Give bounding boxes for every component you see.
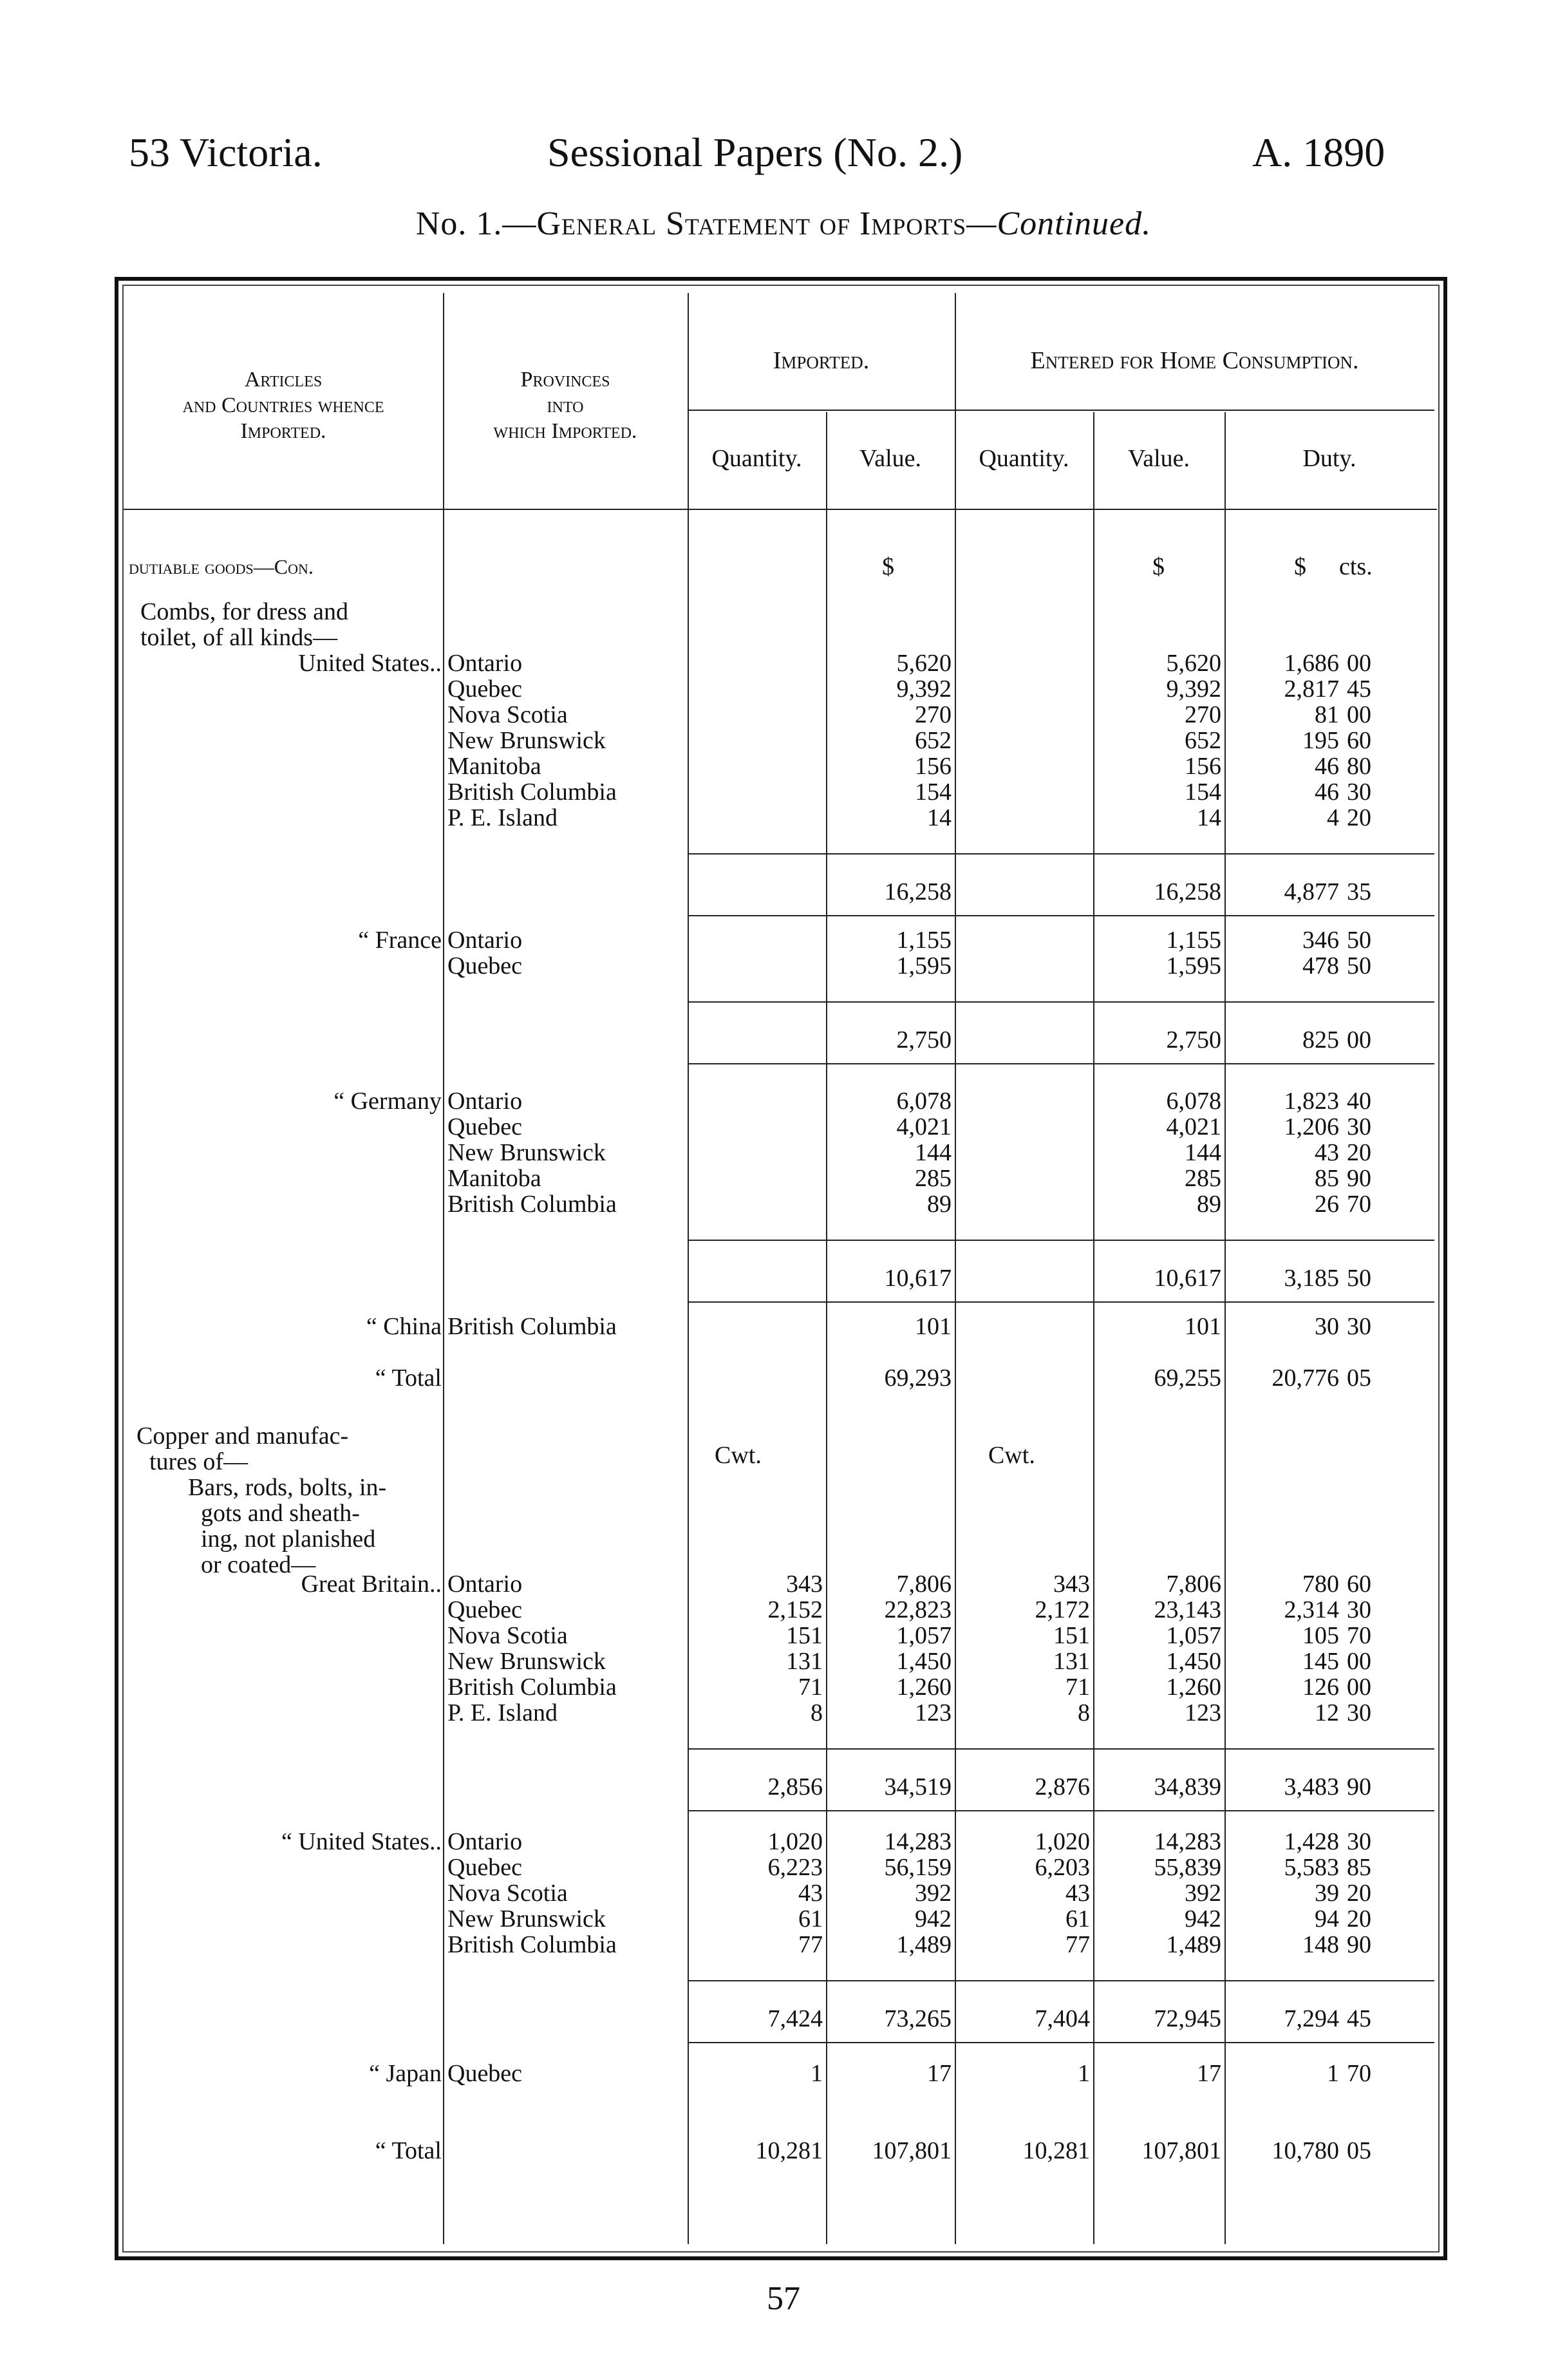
value-entered-cell: 55,839 xyxy=(1154,1854,1221,1881)
col-entered: Entered for Home Consumption. xyxy=(1030,347,1359,374)
total-rule xyxy=(688,1748,1434,1750)
country-label: “ Germany xyxy=(333,1088,442,1115)
unit-dollar: $ xyxy=(1294,553,1306,580)
value-imported-cell: 4,021 xyxy=(896,1113,952,1140)
duty-dollars-cell: 126 xyxy=(1302,1674,1339,1701)
total-rule xyxy=(688,915,1434,916)
total-duty-cents: 00 xyxy=(1347,1026,1371,1053)
value-imported-cell: 89 xyxy=(927,1191,952,1218)
duty-cents-cell: 30 xyxy=(1347,779,1371,806)
total-quantity-entered: 2,876 xyxy=(1035,1773,1090,1800)
quantity-entered-cell: 2,172 xyxy=(1035,1596,1090,1623)
col-quantity-entered: Quantity. xyxy=(979,445,1069,472)
total-duty-dollars: 4,877 xyxy=(1284,878,1339,905)
value-imported-cell: 144 xyxy=(915,1139,952,1166)
duty-cents-cell: 85 xyxy=(1347,1854,1371,1881)
quantity-entered-cell: 131 xyxy=(1053,1648,1090,1675)
copper-label-l6: or coated— xyxy=(201,1551,316,1578)
quantity-imported-cell: 343 xyxy=(786,1571,823,1598)
value-imported-cell: 154 xyxy=(915,779,952,806)
duty-dollars-cell: 1,206 xyxy=(1284,1113,1339,1140)
quantity-entered-cell: 6,203 xyxy=(1035,1854,1090,1881)
value-imported-cell: 270 xyxy=(915,701,952,728)
value-imported-cell: 101 xyxy=(915,1313,952,1340)
statement-title xyxy=(0,205,1567,243)
duty-dollars-cell: 346 xyxy=(1302,927,1339,954)
col-articles-l2: and Countries whence xyxy=(182,393,384,417)
value-imported-cell: 285 xyxy=(915,1165,952,1192)
value-entered-cell: 1,260 xyxy=(1166,1674,1221,1701)
total-duty-cents: 45 xyxy=(1347,2005,1371,2032)
quantity-imported-cell: 77 xyxy=(798,1931,823,1958)
total-duty-cents: 50 xyxy=(1347,1265,1371,1292)
copper-label-l2: tures of— xyxy=(149,1448,249,1475)
duty-dollars-cell: 46 xyxy=(1315,753,1339,780)
total-quantity-imported: 7,424 xyxy=(767,2005,823,2032)
province-cell: Nova Scotia xyxy=(447,701,568,728)
col-rule xyxy=(955,293,956,2244)
unit-dollar: $ xyxy=(1152,553,1165,580)
duty-cents-cell: 40 xyxy=(1347,1088,1371,1115)
value-imported-cell: 1,489 xyxy=(896,1931,952,1958)
value-entered-cell: 270 xyxy=(1185,701,1221,728)
duty-dollars-cell: 105 xyxy=(1302,1622,1339,1649)
combs-label xyxy=(140,599,443,650)
duty-cents-cell: 60 xyxy=(1347,727,1371,754)
quantity-entered-cell: 343 xyxy=(1053,1571,1090,1598)
province-cell: Manitoba xyxy=(447,753,541,780)
col-rule xyxy=(1225,412,1226,2244)
value-imported-cell: 392 xyxy=(915,1880,952,1907)
duty-cents-cell: 30 xyxy=(1347,1828,1371,1855)
value-imported-cell: 156 xyxy=(915,753,952,780)
duty-cents-cell: 70 xyxy=(1347,1191,1371,1218)
duty-dollars-cell: 195 xyxy=(1302,727,1339,754)
country-label: “ France xyxy=(358,927,442,954)
duty-dollars-cell: 30 xyxy=(1315,1313,1339,1340)
value-entered-cell: 1,489 xyxy=(1166,1931,1221,1958)
duty-cents-cell: 20 xyxy=(1347,1880,1371,1907)
value-entered-cell: 4,021 xyxy=(1166,1113,1221,1140)
quantity-imported-cell: 10,281 xyxy=(755,2137,823,2164)
value-entered-cell: 14,283 xyxy=(1154,1828,1221,1855)
quantity-entered-cell: 10,281 xyxy=(1022,2137,1090,2164)
duty-cents-cell: 00 xyxy=(1347,1674,1371,1701)
quantity-imported-cell: 8 xyxy=(811,1699,823,1726)
duty-dollars-cell: 46 xyxy=(1315,779,1339,806)
col-articles-l3: Imported. xyxy=(240,419,326,443)
duty-cents-cell: 70 xyxy=(1347,2060,1371,2087)
province-cell: Quebec xyxy=(447,1854,523,1881)
total-duty-dollars: 3,483 xyxy=(1284,1773,1339,1800)
value-entered-cell: 156 xyxy=(1185,753,1221,780)
quantity-imported-cell: 1 xyxy=(811,2060,823,2087)
value-entered-cell: 1,595 xyxy=(1166,952,1221,979)
total-value-imported: 73,265 xyxy=(884,2005,952,2032)
province-cell: British Columbia xyxy=(447,1931,617,1958)
value-entered-cell: 89 xyxy=(1197,1191,1221,1218)
duty-cents-cell: 00 xyxy=(1347,650,1371,677)
quantity-imported-cell: 131 xyxy=(786,1648,823,1675)
quantity-entered-cell: 71 xyxy=(1065,1674,1090,1701)
unit-cwt: Cwt. xyxy=(715,1442,762,1469)
total-quantity-entered: 7,404 xyxy=(1035,2005,1090,2032)
value-entered-cell: 652 xyxy=(1185,727,1221,754)
value-entered-cell: 107,801 xyxy=(1141,2137,1221,2164)
duty-dollars-cell: 148 xyxy=(1302,1931,1339,1958)
duty-dollars-cell: 94 xyxy=(1315,1905,1339,1932)
col-provinces-l2: into xyxy=(547,393,584,417)
quantity-entered-cell: 1 xyxy=(1078,2060,1090,2087)
duty-cents-cell: 05 xyxy=(1347,2137,1371,2164)
province-cell: Manitoba xyxy=(447,1165,541,1192)
copper-label-l3: Bars, rods, bolts, in- xyxy=(188,1474,387,1501)
duty-cents-cell: 30 xyxy=(1347,1113,1371,1140)
value-imported-cell: 1,260 xyxy=(896,1674,952,1701)
header-left: 53 Victoria. xyxy=(129,129,323,175)
value-entered-cell: 6,078 xyxy=(1166,1088,1221,1115)
page-number: 57 xyxy=(767,2280,800,2317)
title-prefix: No. 1.— xyxy=(415,205,537,242)
value-imported-cell: 9,392 xyxy=(896,675,952,703)
total-duty-dollars: 825 xyxy=(1302,1026,1339,1053)
province-cell: British Columbia xyxy=(447,779,617,806)
duty-dollars-cell: 1,428 xyxy=(1284,1828,1339,1855)
quantity-imported-cell: 61 xyxy=(798,1905,823,1932)
duty-cents-cell: 20 xyxy=(1347,1139,1371,1166)
header-right: A. 1890 xyxy=(1252,129,1385,175)
value-entered-cell: 942 xyxy=(1185,1905,1221,1932)
total-value-imported: 16,258 xyxy=(884,878,952,905)
header-rule xyxy=(688,410,1434,411)
duty-dollars-cell: 478 xyxy=(1302,952,1339,979)
quantity-entered-cell: 151 xyxy=(1053,1622,1090,1649)
duty-dollars-cell: 4 xyxy=(1327,804,1339,831)
duty-cents-cell: 50 xyxy=(1347,952,1371,979)
col-articles xyxy=(124,367,443,444)
province-cell: New Brunswick xyxy=(447,1139,606,1166)
title-main: General Statement of Imports xyxy=(536,205,967,242)
duty-dollars-cell: 2,817 xyxy=(1284,675,1339,703)
duty-dollars-cell: 145 xyxy=(1302,1648,1339,1675)
quantity-entered-cell: 77 xyxy=(1065,1931,1090,1958)
province-cell: British Columbia xyxy=(447,1191,617,1218)
total-rule xyxy=(688,1001,1434,1003)
total-duty-cents: 90 xyxy=(1347,1773,1371,1800)
header-center: Sessional Papers (No. 2.) xyxy=(547,129,963,175)
value-entered-cell: 392 xyxy=(1185,1880,1221,1907)
total-rule xyxy=(688,853,1434,855)
duty-dollars-cell: 20,776 xyxy=(1271,1365,1339,1392)
duty-dollars-cell: 780 xyxy=(1302,1571,1339,1598)
province-cell: Ontario xyxy=(447,1571,523,1598)
value-imported-cell: 5,620 xyxy=(896,650,952,677)
province-cell: Ontario xyxy=(447,927,523,954)
duty-dollars-cell: 1,686 xyxy=(1284,650,1339,677)
quantity-imported-cell: 71 xyxy=(798,1674,823,1701)
col-articles-l1: Articles xyxy=(244,368,323,392)
province-cell: Nova Scotia xyxy=(447,1880,568,1907)
unit-dollar: $ xyxy=(882,553,894,580)
col-imported: Imported. xyxy=(773,347,870,374)
country-label: United States.. xyxy=(298,650,442,677)
value-imported-cell: 22,823 xyxy=(884,1596,952,1623)
value-entered-cell: 23,143 xyxy=(1154,1596,1221,1623)
value-entered-cell: 123 xyxy=(1185,1699,1221,1726)
total-value-imported: 34,519 xyxy=(884,1773,952,1800)
province-cell: New Brunswick xyxy=(447,727,606,754)
value-imported-cell: 942 xyxy=(915,1905,952,1932)
value-entered-cell: 144 xyxy=(1185,1139,1221,1166)
value-entered-cell: 285 xyxy=(1185,1165,1221,1192)
copper-label-l5: ing, not planished xyxy=(201,1525,376,1553)
total-value-entered: 72,945 xyxy=(1154,2005,1221,2032)
total-duty-dollars: 7,294 xyxy=(1284,2005,1339,2032)
value-imported-cell: 1,155 xyxy=(896,927,952,954)
col-value-imported: Value. xyxy=(859,445,922,472)
value-entered-cell: 14 xyxy=(1197,804,1221,831)
duty-dollars-cell: 81 xyxy=(1315,701,1339,728)
value-entered-cell: 9,392 xyxy=(1166,675,1221,703)
country-label: Great Britain.. xyxy=(301,1571,442,1598)
value-imported-cell: 6,078 xyxy=(896,1088,952,1115)
value-entered-cell: 69,255 xyxy=(1154,1365,1221,1392)
province-cell: P. E. Island xyxy=(447,1699,558,1726)
header-rule xyxy=(124,509,1437,510)
total-value-entered: 10,617 xyxy=(1154,1265,1221,1292)
country-label: “ China xyxy=(366,1313,442,1340)
province-cell: Quebec xyxy=(447,675,523,703)
province-cell: Quebec xyxy=(447,1596,523,1623)
province-cell: P. E. Island xyxy=(447,804,558,831)
province-cell: Quebec xyxy=(447,952,523,979)
province-cell: British Columbia xyxy=(447,1313,617,1340)
value-imported-cell: 1,450 xyxy=(896,1648,952,1675)
duty-cents-cell: 45 xyxy=(1347,675,1371,703)
quantity-imported-cell: 43 xyxy=(798,1880,823,1907)
province-cell: New Brunswick xyxy=(447,1648,606,1675)
col-rule xyxy=(688,293,689,2244)
copper-label-l4: gots and sheath- xyxy=(201,1500,360,1527)
duty-cents-cell: 80 xyxy=(1347,753,1371,780)
value-imported-cell: 1,595 xyxy=(896,952,952,979)
duty-cents-cell: 90 xyxy=(1347,1165,1371,1192)
unit-cwt: Cwt. xyxy=(988,1442,1035,1469)
quantity-entered-cell: 1,020 xyxy=(1035,1828,1090,1855)
duty-cents-cell: 20 xyxy=(1347,804,1371,831)
province-cell: Ontario xyxy=(447,1828,523,1855)
duty-dollars-cell: 1,823 xyxy=(1284,1088,1339,1115)
duty-cents-cell: 30 xyxy=(1347,1313,1371,1340)
value-entered-cell: 1,450 xyxy=(1166,1648,1221,1675)
duty-cents-cell: 30 xyxy=(1347,1596,1371,1623)
col-value-entered: Value. xyxy=(1127,445,1190,472)
section-title: dutiable goods—Con. xyxy=(129,555,314,578)
quantity-entered-cell: 43 xyxy=(1065,1880,1090,1907)
duty-dollars-cell: 5,583 xyxy=(1284,1854,1339,1881)
value-entered-cell: 101 xyxy=(1185,1313,1221,1340)
col-provinces-l3: which Imported. xyxy=(493,419,637,443)
value-entered-cell: 5,620 xyxy=(1166,650,1221,677)
total-rule xyxy=(688,1063,1434,1064)
value-imported-cell: 14,283 xyxy=(884,1828,952,1855)
country-label: “ Total xyxy=(375,1365,442,1392)
duty-dollars-cell: 1 xyxy=(1327,2060,1339,2087)
province-cell: Ontario xyxy=(447,650,523,677)
total-value-entered: 2,750 xyxy=(1166,1026,1221,1053)
duty-dollars-cell: 85 xyxy=(1315,1165,1339,1192)
duty-dollars-cell: 26 xyxy=(1315,1191,1339,1218)
duty-cents-cell: 00 xyxy=(1347,1648,1371,1675)
country-label: “ Japan xyxy=(369,2060,442,2087)
col-quantity-imported: Quantity. xyxy=(711,445,802,472)
col-rule xyxy=(443,293,444,2244)
total-rule xyxy=(688,2042,1434,2043)
total-value-imported: 2,750 xyxy=(896,1026,952,1053)
total-value-imported: 10,617 xyxy=(884,1265,952,1292)
quantity-entered-cell: 61 xyxy=(1065,1905,1090,1932)
quantity-imported-cell: 1,020 xyxy=(767,1828,823,1855)
duty-dollars-cell: 2,314 xyxy=(1284,1596,1339,1623)
duty-cents-cell: 00 xyxy=(1347,701,1371,728)
total-rule xyxy=(688,1301,1434,1303)
province-cell: New Brunswick xyxy=(447,1905,606,1932)
value-entered-cell: 1,057 xyxy=(1166,1622,1221,1649)
value-entered-cell: 1,155 xyxy=(1166,927,1221,954)
quantity-entered-cell: 8 xyxy=(1078,1699,1090,1726)
quantity-imported-cell: 151 xyxy=(786,1622,823,1649)
duty-dollars-cell: 43 xyxy=(1315,1139,1339,1166)
col-provinces xyxy=(443,367,688,444)
combs-label-l2: toilet, of all kinds— xyxy=(140,624,338,651)
value-entered-cell: 7,806 xyxy=(1166,1571,1221,1598)
duty-cents-cell: 50 xyxy=(1347,927,1371,954)
duty-dollars-cell: 10,780 xyxy=(1271,2137,1339,2164)
total-rule xyxy=(688,1240,1434,1241)
country-label: “ Total xyxy=(375,2137,442,2164)
col-rule xyxy=(826,412,827,2244)
province-cell: British Columbia xyxy=(447,1674,617,1701)
country-label: “ United States.. xyxy=(281,1828,442,1855)
province-cell: Quebec xyxy=(447,1113,523,1140)
duty-cents-cell: 60 xyxy=(1347,1571,1371,1598)
col-duty: Duty. xyxy=(1302,445,1356,472)
total-duty-dollars: 3,185 xyxy=(1284,1265,1339,1292)
province-cell: Ontario xyxy=(447,1088,523,1115)
duty-dollars-cell: 12 xyxy=(1315,1699,1339,1726)
total-duty-cents: 35 xyxy=(1347,878,1371,905)
value-imported-cell: 123 xyxy=(915,1699,952,1726)
col-rule xyxy=(1093,412,1094,2244)
duty-cents-cell: 70 xyxy=(1347,1622,1371,1649)
duty-cents-cell: 90 xyxy=(1347,1931,1371,1958)
total-rule xyxy=(688,1980,1434,1981)
unit-cents: cts. xyxy=(1339,553,1373,580)
value-entered-cell: 154 xyxy=(1185,779,1221,806)
value-imported-cell: 7,806 xyxy=(896,1571,952,1598)
value-imported-cell: 1,057 xyxy=(896,1622,952,1649)
table-frame-inner xyxy=(122,285,1440,2252)
quantity-imported-cell: 2,152 xyxy=(767,1596,823,1623)
duty-cents-cell: 20 xyxy=(1347,1905,1371,1932)
duty-cents-cell: 30 xyxy=(1347,1699,1371,1726)
value-imported-cell: 14 xyxy=(927,804,952,831)
quantity-imported-cell: 6,223 xyxy=(767,1854,823,1881)
province-cell: Quebec xyxy=(447,2060,523,2087)
combs-label-l1: Combs, for dress and xyxy=(140,598,348,625)
total-quantity-imported: 2,856 xyxy=(767,1773,823,1800)
value-imported-cell: 69,293 xyxy=(884,1365,952,1392)
total-rule xyxy=(688,1810,1434,1811)
value-imported-cell: 17 xyxy=(927,2060,952,2087)
value-imported-cell: 107,801 xyxy=(872,2137,952,2164)
value-entered-cell: 17 xyxy=(1197,2060,1221,2087)
total-value-entered: 34,839 xyxy=(1154,1773,1221,1800)
copper-label-l1: Copper and manufac- xyxy=(136,1422,349,1450)
total-value-entered: 16,258 xyxy=(1154,878,1221,905)
copper-label xyxy=(136,1423,443,1578)
duty-cents-cell: 05 xyxy=(1347,1365,1371,1392)
title-suffix: —Continued. xyxy=(966,205,1152,242)
value-imported-cell: 652 xyxy=(915,727,952,754)
province-cell: Nova Scotia xyxy=(447,1622,568,1649)
col-provinces-l1: Provinces xyxy=(520,368,610,392)
value-imported-cell: 56,159 xyxy=(884,1854,952,1881)
duty-dollars-cell: 39 xyxy=(1315,1880,1339,1907)
